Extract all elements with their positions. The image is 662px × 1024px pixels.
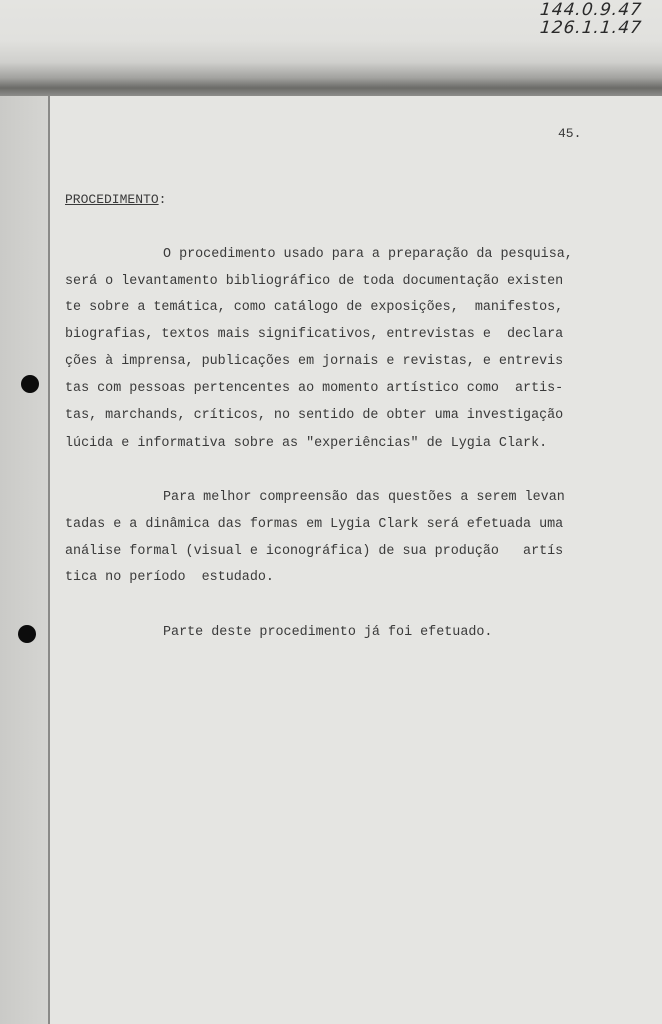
punch-hole [18, 625, 36, 643]
paragraph-1-line: O procedimento usado para a preparação da pesquisa, [163, 247, 573, 262]
paragraph-1-line: ções à imprensa, publicações em jornais e revistas, e entrevis [65, 354, 564, 369]
section-heading [65, 192, 166, 207]
paragraph-1-line: tas com pessoas pertencentes ao momento artístico como artis- [65, 381, 564, 396]
paragraph-2-line: análise formal (visual e iconográfica) de sua produção artís [65, 544, 564, 559]
archive-code-secondary: 126.1.1.47 [539, 18, 644, 38]
binding-margin [0, 96, 48, 1024]
punch-hole [21, 375, 39, 393]
paragraph-2-line: tica no período estudado. [65, 570, 274, 585]
paragraph-1-line: tas, marchands, críticos, no sentido de obter uma investigação [65, 408, 564, 423]
paragraph-1-line: lúcida e informativa sobre as "experiências" de Lygia Clark. [65, 436, 548, 451]
section-heading-text: PROCEDIMENTO [65, 192, 159, 207]
paragraph-1-line: te sobre a temática, como catálogo de exposições, manifestos, [65, 300, 564, 315]
section-heading-colon: : [158, 192, 167, 207]
paragraph-3-line: Parte deste procedimento já foi efetuado. [163, 625, 493, 640]
document-page [48, 96, 662, 1024]
paragraph-2-line: Para melhor compreensão das questões a serem levan [163, 490, 565, 505]
paragraph-1-line: será o levantamento bibliográfico de toda documentação existen [65, 274, 564, 289]
page-number: 45. [558, 126, 582, 141]
paragraph-1-line: biografias, textos mais significativos, entrevistas e declara [65, 327, 564, 342]
archive-code-primary: 144.0.9.47 [539, 0, 644, 20]
paragraph-2-line: tadas e a dinâmica das formas em Lygia Clark será efetuada uma [65, 517, 564, 532]
